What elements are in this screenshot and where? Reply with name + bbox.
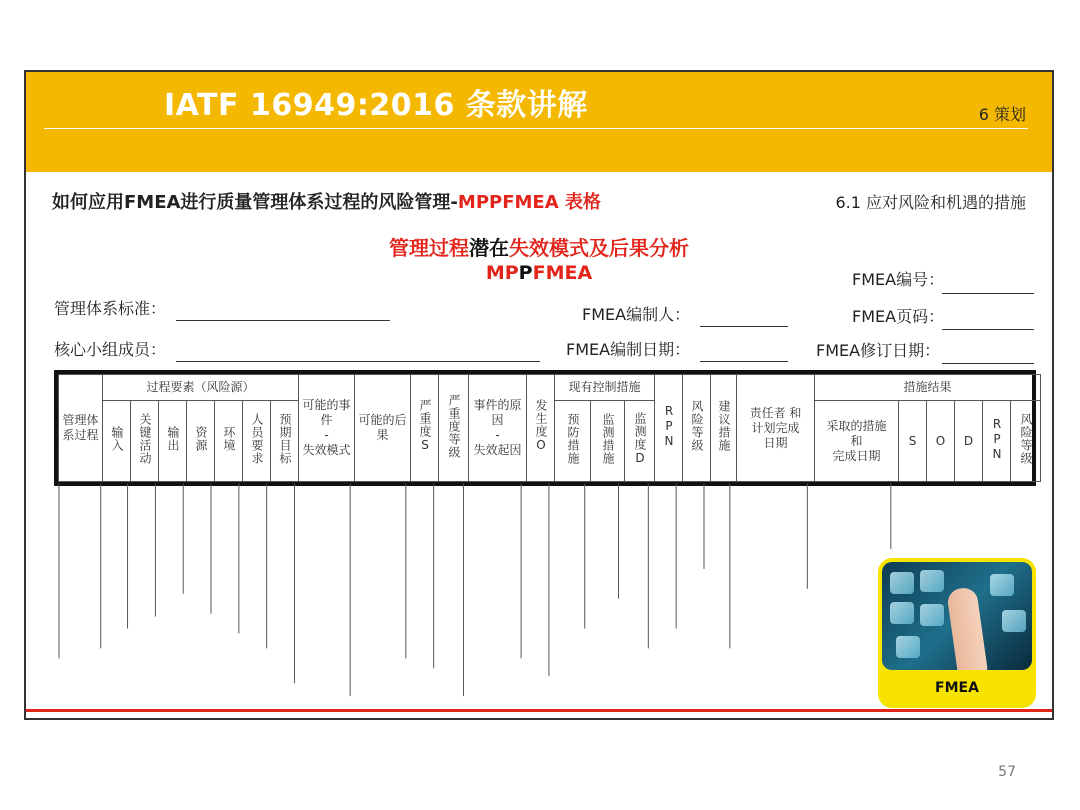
- screen-tile: [1002, 610, 1026, 632]
- hand-icon: [946, 586, 988, 670]
- subtitle-highlight: MPPFMEA 表格: [457, 192, 601, 213]
- col-personnel-text: 人员要求: [250, 413, 264, 465]
- form-acronym-part-a: MP: [485, 262, 519, 284]
- col-occurrence-text: 发生度O: [534, 399, 548, 453]
- col-environment: [215, 401, 243, 482]
- members-label: 核心小组成员：: [54, 340, 167, 359]
- screen-tile: [920, 604, 944, 626]
- col-process: 管理体系过程: [59, 375, 103, 482]
- col-group-results: 措施结果: [815, 375, 1041, 401]
- screen-tile: [890, 572, 914, 594]
- col-key-activity-text: 关键活动: [138, 413, 152, 465]
- col-severity-level: [439, 375, 469, 482]
- col-severity: [411, 375, 439, 482]
- date-field[interactable]: [700, 361, 788, 362]
- slide-subtitle: [52, 188, 601, 214]
- col-cause: 事件的原因 - 失效起因: [469, 375, 527, 482]
- title-banner: [26, 72, 1052, 172]
- touchscreen-graphic: [882, 562, 1032, 670]
- standard-label: 管理体系标准：: [54, 299, 167, 318]
- fmea-illustration: [878, 558, 1036, 708]
- screen-tile: [990, 574, 1014, 596]
- form-acronym-part-c: FMEA: [532, 262, 593, 284]
- col-event: 可能的事件 - 失效模式: [299, 375, 355, 482]
- col-results-risk: [1011, 401, 1041, 482]
- col-results-risk-text: 风险等级: [1019, 413, 1034, 465]
- standard-field[interactable]: [176, 320, 390, 321]
- number-field[interactable]: [942, 293, 1034, 294]
- col-group-controls: 现有控制措施: [555, 375, 655, 401]
- col-detection: [591, 401, 625, 482]
- col-results-action: 采取的措施 和 完成日期: [815, 401, 899, 482]
- col-results-s: S: [899, 401, 927, 482]
- col-prevention-text: 预防措施: [566, 413, 580, 465]
- number-label: FMEA编号：: [852, 270, 945, 289]
- date-label: FMEA编制日期：: [566, 340, 691, 359]
- form-title-part-b: 潜在: [469, 236, 509, 260]
- page-label: FMEA页码：: [852, 307, 945, 326]
- col-rpn-text: RPN: [662, 403, 677, 449]
- col-prevention: [555, 401, 591, 482]
- author-label: FMEA编制人：: [582, 305, 691, 324]
- col-output-text: 输出: [166, 426, 180, 452]
- col-consequence: 可能的后果: [355, 375, 411, 482]
- clause-label: 6.1 应对风险和机遇的措施: [835, 193, 1026, 212]
- col-recommended-text: 建议措施: [717, 400, 732, 452]
- col-personnel: [243, 401, 271, 482]
- col-objective: [271, 401, 299, 482]
- form-acronym-part-b: P: [518, 262, 533, 284]
- col-detection-text: 监测措施: [601, 413, 615, 465]
- page-number: 57: [998, 764, 1016, 780]
- col-results-o: O: [927, 401, 955, 482]
- members-field[interactable]: [176, 361, 540, 362]
- fmea-form-header: [54, 370, 1036, 486]
- col-risk-level: [683, 375, 711, 482]
- col-input: [103, 401, 131, 482]
- col-detection-d-text: 监测度D: [633, 412, 647, 466]
- fmea-table: [58, 374, 1041, 482]
- col-input-text: 输入: [110, 426, 124, 452]
- col-severity-level-text: 严重度等级: [447, 393, 461, 459]
- col-owner: 责任者 和 计划完成 日期: [737, 375, 815, 482]
- col-results-d: D: [955, 401, 983, 482]
- bottom-accent-line: [26, 709, 1052, 712]
- col-key-activity: [131, 401, 159, 482]
- banner-divider: [44, 128, 1028, 129]
- col-results-rpn-text: RPN: [990, 416, 1005, 462]
- col-output: [159, 401, 187, 482]
- col-risk-level-text: 风险等级: [690, 400, 705, 452]
- col-results-rpn: [983, 401, 1011, 482]
- col-severity-text: 严重度S: [418, 399, 432, 453]
- page-field[interactable]: [942, 329, 1034, 330]
- revision-label: FMEA修订日期：: [816, 341, 941, 360]
- fmea-illustration-label: FMEA: [935, 680, 979, 696]
- subtitle-text: 如何应用FMEA进行质量管理体系过程的风险管理-: [52, 192, 458, 213]
- form-title-part-a: 管理过程: [389, 236, 469, 260]
- screen-tile: [920, 570, 944, 592]
- slide: [24, 70, 1054, 720]
- col-rpn: [655, 375, 683, 482]
- screen-tile: [896, 636, 920, 658]
- col-resources-text: 资源: [194, 426, 208, 452]
- page-title: IATF 16949:2016 条款讲解: [164, 88, 588, 123]
- col-occurrence: [527, 375, 555, 482]
- col-detection-d: [625, 401, 655, 482]
- author-field[interactable]: [700, 326, 788, 327]
- col-objective-text: 预期目标: [278, 413, 292, 465]
- form-title-part-c: 失效模式及后果分析: [509, 236, 689, 260]
- col-resources: [187, 401, 215, 482]
- col-recommended: [711, 375, 737, 482]
- col-group-elements: 过程要素（风险源）: [103, 375, 299, 401]
- form-title: [26, 232, 1052, 261]
- screen-tile: [890, 602, 914, 624]
- col-environment-text: 环境: [222, 426, 236, 452]
- section-label: 6 策划: [978, 105, 1026, 124]
- revision-field[interactable]: [942, 363, 1034, 364]
